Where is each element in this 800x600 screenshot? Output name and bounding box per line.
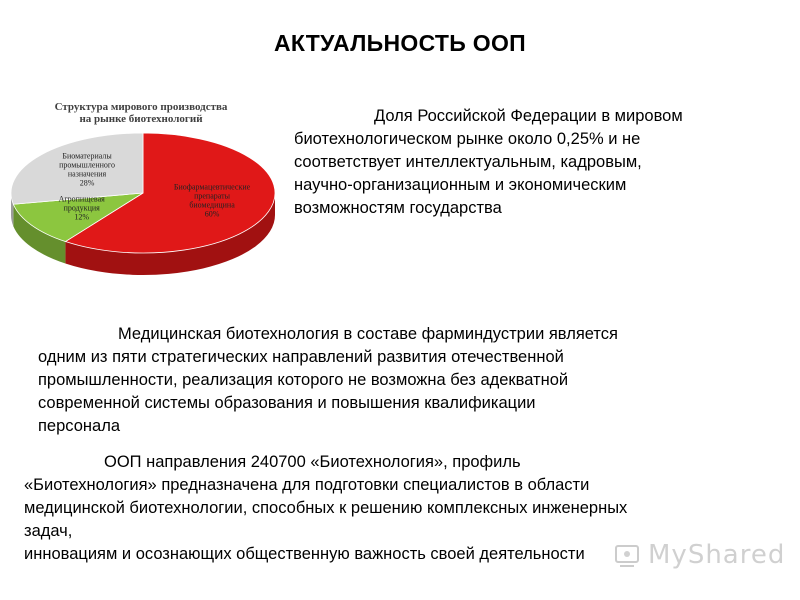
p1-line-4: научно-организационным и экономическим xyxy=(294,176,627,194)
pie-label-0-line-0: Биофармацевтические xyxy=(173,182,251,192)
pie-label-1-line-0: Агропищевая xyxy=(58,194,105,204)
pie-label-2-line-1: промышленного xyxy=(59,160,116,170)
p1-line-2: биотехнологическом рынке около 0,25% и не xyxy=(294,130,641,148)
pie-label-0-line-3: 60% xyxy=(204,209,220,219)
watermark xyxy=(610,538,786,574)
chart-title-line-2: на рынке биотехнологий xyxy=(79,113,203,125)
watermark-icon xyxy=(610,538,646,574)
pie-label-1-line-2: 12% xyxy=(74,212,90,222)
pie-label-2-line-3: 28% xyxy=(79,178,95,188)
p3-line-5: инновациям и осознающих общественную важность своей деятельности xyxy=(24,545,585,563)
paragraph-russia-share xyxy=(294,105,764,220)
pie-label-2-line-0: Биоматериалы xyxy=(62,151,112,161)
pie-label-2-line-2: назначения xyxy=(67,169,107,179)
p2-line-2: одним из пяти стратегических направлений развития отечественной xyxy=(38,348,564,366)
pie-label-0-line-1: препараты xyxy=(194,191,230,201)
p3-line-4: задач, xyxy=(24,522,73,540)
p2-line-4: современной системы образования и повышения квалификации xyxy=(38,394,536,412)
p2-line-1: Медицинская биотехнология в составе фарминдустрии является xyxy=(118,325,618,343)
p1-line-3: соответствует интеллектуальным, кадровым, xyxy=(294,153,642,171)
chart-title-line-1: Структура мирового производства xyxy=(54,101,228,113)
p1-line-5: возможностям государства xyxy=(294,199,502,217)
p3-line-1: ООП направления 240700 «Биотехнология», профиль xyxy=(104,453,521,471)
pie-chart xyxy=(5,98,277,288)
p2-line-3: промышленности, реализация которого не возможна без адекватной xyxy=(38,371,569,389)
paragraph-medical-biotech xyxy=(38,323,758,438)
slide-title: АКТУАЛЬНОСТЬ ООП xyxy=(273,30,527,56)
pie-label-1-line-1: продукция xyxy=(63,203,100,213)
p3-line-3: медицинской биотехнологии, способных к решению комплексных инженерных xyxy=(24,499,628,517)
pie-tops xyxy=(11,133,275,253)
pie-label-0-line-2: биомедицина xyxy=(189,200,235,210)
p2-line-5: персонала xyxy=(38,417,120,435)
pie-chart-svg xyxy=(5,98,277,288)
watermark-text: MyShared xyxy=(648,540,786,570)
p3-line-2: «Биотехнология» предназначена для подготовки специалистов в области xyxy=(24,476,590,494)
p1-line-1: Доля Российской Федерации в мировом xyxy=(374,107,683,125)
